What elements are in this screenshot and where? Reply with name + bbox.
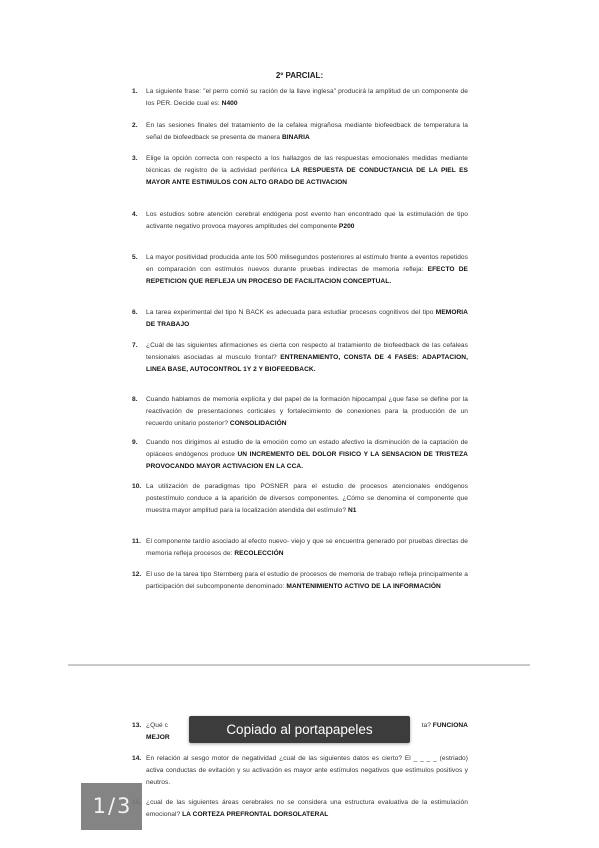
question-text: ¿Qué c (146, 722, 168, 729)
question-number: 4. (132, 211, 138, 218)
question-number: 3. (132, 155, 138, 162)
question-text: Elige la opción correcta con respecto a los hallazgos de las respuestas emocionales medidas mediante técnicas de registro de la actividad periférica (146, 155, 468, 174)
question-answer: FUNCIONA (432, 722, 468, 729)
clipboard-toast: Copiado al portapapeles (189, 716, 410, 743)
page-separator: / (107, 794, 116, 818)
question-number: 1. (132, 88, 138, 95)
question-answer: MEMORIA DE TRABAJO (146, 309, 468, 328)
question-number: 13. (132, 722, 142, 729)
question-answer: CONSOLIDACIÓN (229, 419, 287, 427)
total-pages: 3 (117, 794, 131, 818)
question-text: El uso de la tarea tipo Sternberg para el estudio de procesos de memoria de trabajo refleja principalmente a participación del subcomponente denominado: (146, 571, 468, 590)
question-10 (132, 481, 468, 516)
page-divider (68, 664, 530, 666)
question-answer: UN INCREMENTO DEL DOLOR FISICO Y LA SENSACION DE TRISTEZA PROVOCANDO MAYOR ACTIVACION EN LA CCA. (146, 450, 468, 470)
question-number: 5. (132, 254, 138, 261)
question-text: Cuando hablamos de memoria explícita y del papel de la formación hipocampal ¿que fase se define por la reactivación de presentaciones corticales y fortalecimiento de conexiones para la producción de un recuerdo unitario posterior? (146, 396, 468, 427)
question-number: 11. (132, 538, 141, 545)
question-answer: ENTRENAMIENTO, CONSTA DE 4 FASES: ADAPTACION, LINEA BASE, AUTOCONTROL 1Y 2 Y BIOFEEDBACK. (146, 353, 468, 373)
question-text: ¿cual de las siguientes áreas cerebrales no se considera una estructura evaluativa de la estimulación emocional? (146, 799, 468, 818)
question-2 (132, 120, 468, 144)
question-number: 6. (132, 309, 138, 316)
question-7 (132, 340, 468, 375)
page-indicator[interactable] (81, 783, 142, 830)
question-answer: N400 (221, 99, 238, 107)
question-text: El componente tardío asociado al efecto nuevo- viejo y que se encuentra generado por pruebas directas de memoria refleja procesos de: (146, 538, 468, 557)
question-text: Los estudios sobre atención cerebral endógena post evento han encontrado que la estimulación de tipo activante negativo provoca mayores amplitudes del componente (146, 211, 468, 230)
question-text: La siguiente frase: "el perro comió su ración de la llave inglesa" producirá la amplitud de un componente de los PER. Decide cual es: (146, 88, 468, 107)
question-text: En relación al sesgo motor de negatividad ¿cual de las siguientes datos es cierto? El _ _ _ _ (estriado) activa conductas de evitación y su activación es mayor ante estímulos negativos que estímulos positivos y neutros. (146, 755, 468, 786)
question-number: 10. (132, 483, 142, 490)
document-title: 2º PARCIAL: (275, 71, 324, 80)
question-answer: RECOLECCIÓN (234, 549, 284, 557)
question-3 (132, 153, 468, 188)
question-text: La mayor positividad producida ante los 500 milisegundos posteriores al estímulo frente a eventos repetidos en comparación con estímulos nuevos durante pruebas indirectas de memoria refleja: (146, 254, 468, 273)
current-page: 1 (92, 794, 106, 818)
question-4 (132, 209, 468, 233)
question-text-tail: ta? (421, 722, 433, 729)
question-number: 2. (132, 122, 138, 129)
question-answer: MANTENIMIENTO ACTIVO DE LA INFORMACIÓN (286, 582, 441, 590)
question-12 (132, 569, 468, 593)
question-8 (132, 394, 468, 429)
question-text: ¿Cuál de las siguientes afirmaciones es cierta con respecto al tratamiento de biofeedback de las cefaleas tensionales asociadas al musculo frontal? (146, 342, 468, 361)
question-number: 14. (132, 755, 142, 762)
question-6 (132, 307, 468, 331)
question-answer: P200 (338, 222, 355, 230)
question-answer: LA CORTEZA PREFRONTAL DORSOLATERAL (182, 810, 329, 818)
question-15 (146, 797, 468, 821)
question-11 (132, 536, 468, 560)
question-text: En las sesiones finales del tratamiento de la cefalea migrañosa mediante biofeedback de temperatura la señal de biofeedback se presenta de manera (146, 122, 468, 141)
question-answer: LA RESPUESTA DE CONDUCTANCIA DE LA PIEL ES MAYOR ANTE ESTIMULOS CON ALTO GRADO DE ACTIVACION (146, 166, 468, 186)
question-text: La tarea experimental del tipo N BACK es adecuada para estudiar procesos cognitivos del tipo (146, 309, 436, 316)
question-answer-line2: MEJOR (146, 733, 170, 741)
question-5 (132, 252, 468, 287)
question-number: 12. (132, 571, 142, 578)
question-answer: N1 (348, 506, 357, 514)
question-number: 7. (132, 342, 138, 349)
question-text: La utilización de paradigmas tipo POSNER para el estudio de procesos atencionales endógenos postestímulo conduce a la aparición de diversos componentes. ¿Cómo se denomina el componente que muestra mayor amplitud para la localización atendida del estímulo? (146, 483, 468, 514)
question-answer: BINARIA (281, 133, 310, 141)
question-1 (132, 86, 468, 110)
question-number: 9. (132, 439, 138, 446)
question-14 (132, 753, 468, 788)
question-number: 8. (132, 396, 138, 403)
question-text: Cuando nos dirigimos al estudio de la emoción como un estado afectivo la disminución de la captación de opiáceos endógenos produce (146, 439, 468, 458)
question-answer: EFECTO DE REPETICION QUE REFLEJA UN PROCESO DE FACILITACION CONCEPTUAL. (146, 265, 468, 285)
question-9 (132, 437, 468, 472)
